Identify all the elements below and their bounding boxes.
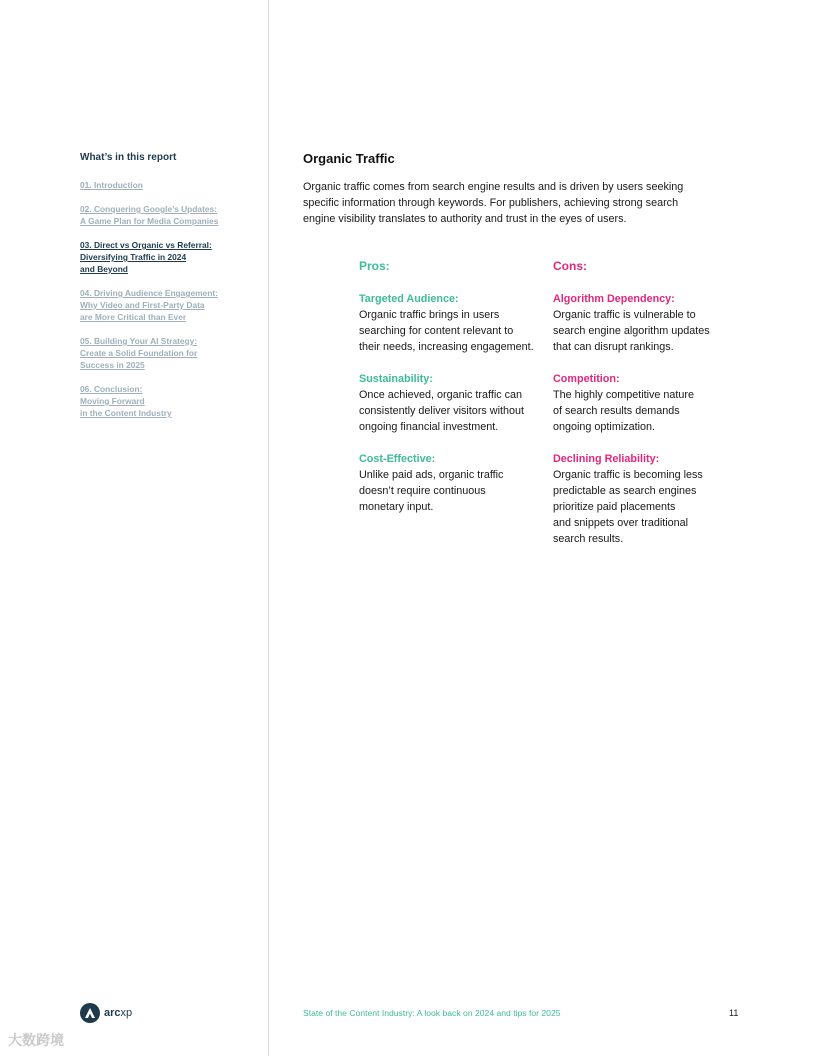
body-line: predictable as search engines: [553, 485, 697, 497]
body-line: Organic traffic brings in users: [359, 309, 500, 321]
body-line: of search results demands: [553, 405, 680, 417]
toc-item-traffic-current[interactable]: [80, 239, 250, 275]
pros-item-title: Cost-Effective:: [359, 453, 436, 465]
body-line: Organic traffic is vulnerable to: [553, 309, 696, 321]
toc-line: are More Critical than Ever: [80, 312, 187, 322]
body-line: Unlike paid ads, organic traffic: [359, 469, 504, 481]
pros-item-title: Targeted Audience:: [359, 293, 459, 305]
cons-item: [553, 291, 743, 355]
pros-heading: Pros:: [359, 259, 390, 273]
logo-wordmark: [104, 1007, 132, 1019]
body-line: monetary input.: [359, 501, 434, 513]
intro-paragraph: [303, 179, 733, 227]
cons-heading: Cons:: [553, 259, 587, 273]
pros-column: [359, 258, 549, 531]
toc-line: Success in 2025: [80, 360, 145, 370]
toc-item-audience-engagement[interactable]: [80, 287, 250, 323]
body-line: ongoing optimization.: [553, 421, 656, 433]
cons-item-body: [553, 307, 743, 355]
toc-line: and Beyond: [80, 264, 128, 274]
body-line: search engine algorithm updates: [553, 325, 710, 337]
toc-line: 02. Conquering Google’s Updates:: [80, 204, 217, 214]
pros-item: [359, 451, 549, 515]
toc-line: in the Content Industry: [80, 408, 172, 418]
cons-item-body: [553, 467, 743, 547]
pros-item-body: [359, 467, 549, 515]
toc-item-conclusion[interactable]: [80, 383, 250, 419]
cons-item-title: Declining Reliability:: [553, 453, 660, 465]
cons-item: [553, 371, 743, 435]
section-title: Organic Traffic: [303, 151, 395, 166]
intro-line: Organic traffic comes from search engine results and is driven by users seeking: [303, 181, 684, 193]
toc-line: 01. Introduction: [80, 180, 143, 190]
toc-line: 03. Direct vs Organic vs Referral:: [80, 240, 212, 250]
body-line: that can disrupt rankings.: [553, 341, 674, 353]
toc-item-introduction[interactable]: [80, 179, 250, 191]
cons-item-body: [553, 387, 743, 435]
toc-line: 04. Driving Audience Engagement:: [80, 288, 218, 298]
pros-item-title: Sustainability:: [359, 373, 433, 385]
body-line: prioritize paid placements: [553, 501, 676, 513]
body-line: and snippets over traditional: [553, 517, 689, 529]
body-line: searching for content relevant to: [359, 325, 514, 337]
body-line: search results.: [553, 533, 624, 545]
toc-item-ai-strategy[interactable]: [80, 335, 250, 371]
body-line: consistently deliver visitors without: [359, 405, 525, 417]
body-line: Once achieved, organic traffic can: [359, 389, 523, 401]
logo-wordmark-main: arc: [104, 1007, 121, 1019]
toc-line: 06. Conclusion:: [80, 384, 143, 394]
toc-line: Why Video and First-Party Data: [80, 300, 205, 310]
pros-item-body: [359, 307, 549, 355]
cons-item: [553, 451, 743, 547]
arcxp-logo: [80, 1003, 132, 1023]
vertical-divider: [268, 0, 269, 1056]
page-number: 11: [729, 1008, 739, 1018]
pros-item: [359, 371, 549, 435]
toc-line: Create a Solid Foundation for: [80, 348, 198, 358]
toc-item-google-updates[interactable]: [80, 203, 250, 227]
main-content: [303, 151, 733, 227]
body-line: The highly competitive nature: [553, 389, 695, 401]
intro-line: specific information through keywords. For publishers, achieving strong search: [303, 197, 679, 209]
body-line: ongoing financial investment.: [359, 421, 499, 433]
pros-item-body: [359, 387, 549, 435]
body-line: doesn’t require continuous: [359, 485, 486, 497]
toc-line: 05. Building Your AI Strategy:: [80, 336, 198, 346]
cons-item-title: Algorithm Dependency:: [553, 293, 675, 305]
body-line: their needs, increasing engagement.: [359, 341, 534, 353]
cons-column: [553, 258, 743, 563]
intro-line: engine visibility translates to authority and trust in the eyes of users.: [303, 213, 627, 225]
toc-line: Diversifying Traffic in 2024: [80, 252, 187, 262]
table-of-contents: [80, 151, 250, 431]
logo-wordmark-suffix: xp: [120, 1007, 133, 1019]
watermark: 大数跨境: [8, 1032, 64, 1048]
toc-line: A Game Plan for Media Companies: [80, 216, 219, 226]
body-line: Organic traffic is becoming less: [553, 469, 703, 481]
toc-line: Moving Forward: [80, 396, 145, 406]
cons-item-title: Competition:: [553, 373, 620, 385]
footer-caption: State of the Content Industry: A look back on 2024 and tips for 2025: [303, 1008, 561, 1018]
toc-heading: What’s in this report: [80, 152, 177, 163]
pros-item: [359, 291, 549, 355]
arcxp-logo-icon: [80, 1003, 100, 1023]
